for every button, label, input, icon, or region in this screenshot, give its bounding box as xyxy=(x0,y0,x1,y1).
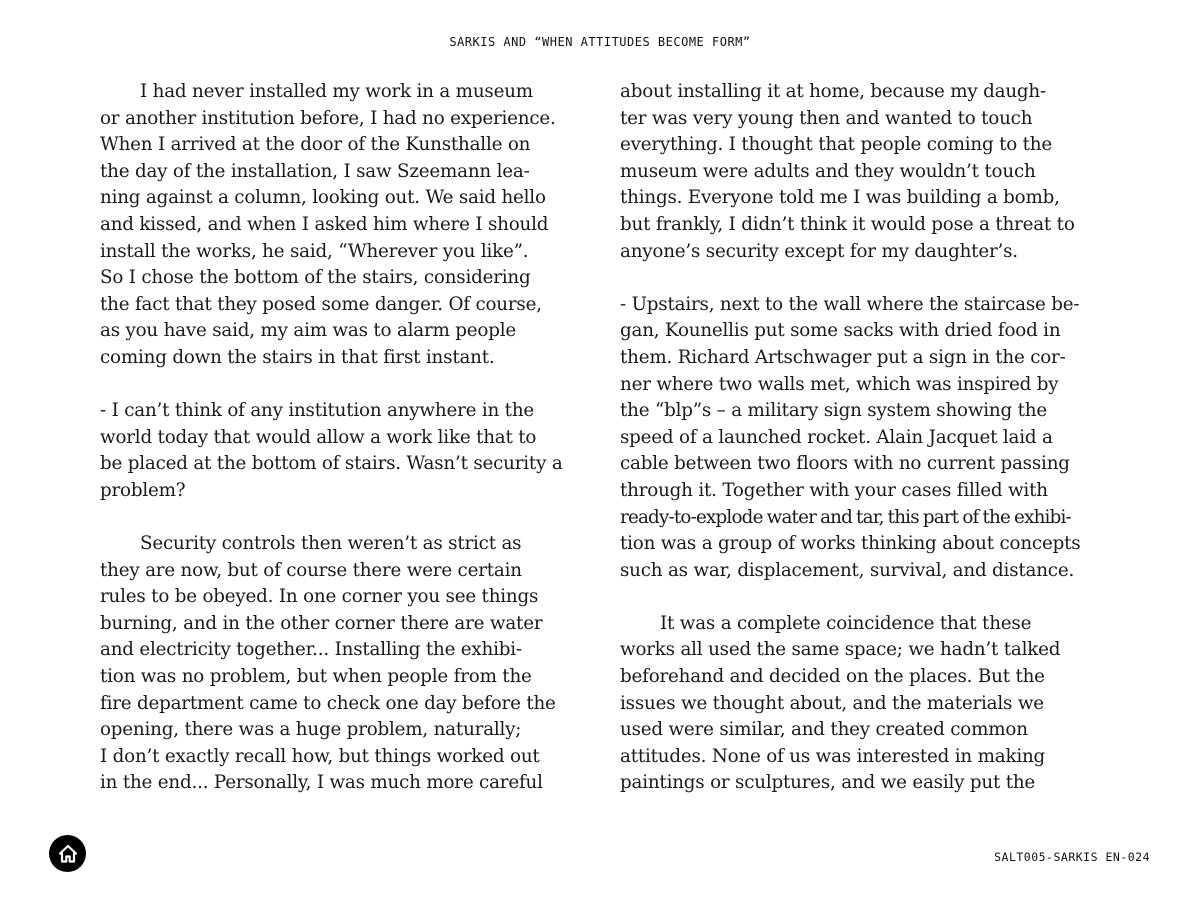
text-line: everything. I thought that people coming to the xyxy=(620,134,1052,156)
paragraph-break xyxy=(620,265,1104,292)
text-line: and electricity together... Installing the exhibi- xyxy=(100,639,522,661)
text-line: - I can’t think of any institution anywhere in the xyxy=(100,400,535,422)
text-line: speed of a launched rocket. Alain Jacquet laid a xyxy=(620,426,1053,448)
running-header: SARKIS AND “WHEN ATTITUDES BECOME FORM” xyxy=(449,35,751,49)
text-line: When I arrived at the door of the Kunsthalle on xyxy=(100,134,531,156)
text-line: such as war, displacement, survival, and distance. xyxy=(620,559,1075,581)
text-line: fire department came to check one day before the xyxy=(100,692,556,714)
text-line: install the works, he said, “Wherever you like”. xyxy=(100,240,529,262)
text-line: tion was a group of works thinking about concepts xyxy=(620,533,1081,555)
text-line: or another institution before, I had no experience. xyxy=(100,107,556,129)
text-line: as you have said, my aim was to alarm people xyxy=(100,320,516,342)
text-line: burning, and in the other corner there are water xyxy=(100,612,543,634)
text-line: paintings or sculptures, and we easily put the xyxy=(620,772,1036,794)
text-line: I don’t exactly recall how, but things worked out xyxy=(100,745,540,767)
text-line: ner where two walls met, which was inspired by xyxy=(620,373,1059,395)
text-line: the day of the installation, I saw Szeemann lea- xyxy=(100,160,530,182)
text-line: about installing it at home, because my daugh- xyxy=(620,81,1046,102)
text-line: be placed at the bottom of stairs. Wasn’t security a xyxy=(100,453,563,475)
text-line: used were similar, and they created common xyxy=(620,719,1028,741)
text-line: anyone’s security except for my daughter’s. xyxy=(620,240,1018,262)
text-line: problem? xyxy=(100,479,186,501)
text-line: issues we thought about, and the materials we xyxy=(620,692,1044,714)
text-line: ter was very young then and wanted to touch xyxy=(620,107,1033,129)
paragraph-break xyxy=(620,584,1104,611)
text-line: - Upstairs, next to the wall where the staircase be- xyxy=(620,293,1080,315)
text-line: the “blp”s – a military sign system showing the xyxy=(620,400,1047,422)
text-line: attitudes. None of us was interested in making xyxy=(620,745,1046,767)
text-line: opening, there was a huge problem, naturally; xyxy=(100,719,522,741)
text-line: they are now, but of course there were certain xyxy=(100,559,522,581)
text-line: them. Richard Artschwager put a sign in the cor- xyxy=(620,346,1066,368)
text-line: world today that would allow a work like that to xyxy=(100,426,537,448)
text-line: and kissed, and when I asked him where I should xyxy=(100,213,549,235)
text-line: coming down the stairs in that first instant. xyxy=(100,346,495,368)
text-line: gan, Kounellis put some sacks with dried food in xyxy=(620,320,1061,342)
text-line: works all used the same space; we hadn’t talked xyxy=(620,639,1061,661)
paragraph-break xyxy=(100,372,584,399)
text-line: ning against a column, looking out. We said hello xyxy=(100,187,546,209)
paragraph-break xyxy=(100,505,584,532)
left-text-column xyxy=(100,79,584,797)
text-line: I had never installed my work in a museum xyxy=(140,81,533,102)
text-line: tion was no problem, but when people from the xyxy=(100,666,532,688)
text-line: but frankly, I didn’t think it would pose a threat to xyxy=(620,213,1075,235)
text-line: Security controls then weren’t as strict as xyxy=(140,533,522,555)
text-line: things. Everyone told me I was building a bomb, xyxy=(620,187,1060,209)
page-identifier: SALT005-SARKIS EN-024 xyxy=(994,850,1150,864)
text-line: cable between two floors with no current passing xyxy=(620,453,1070,475)
right-text-column xyxy=(620,79,1104,797)
text-line: ready-to-explode water and tar, this part of the exhibi- xyxy=(620,506,1071,528)
text-line: So I chose the bottom of the stairs, considering xyxy=(100,267,531,289)
text-line: beforehand and decided on the places. But the xyxy=(620,666,1045,688)
home-icon xyxy=(58,844,78,864)
text-line: museum were adults and they wouldn’t touch xyxy=(620,160,1036,182)
home-button[interactable] xyxy=(49,835,86,872)
text-line: in the end... Personally, I was much more careful xyxy=(100,772,543,794)
text-line: It was a complete coincidence that these xyxy=(660,612,1032,634)
text-line: the fact that they posed some danger. Of course, xyxy=(100,293,542,315)
text-line: through it. Together with your cases filled with xyxy=(620,479,1048,501)
text-line: rules to be obeyed. In one corner you see things xyxy=(100,586,539,608)
